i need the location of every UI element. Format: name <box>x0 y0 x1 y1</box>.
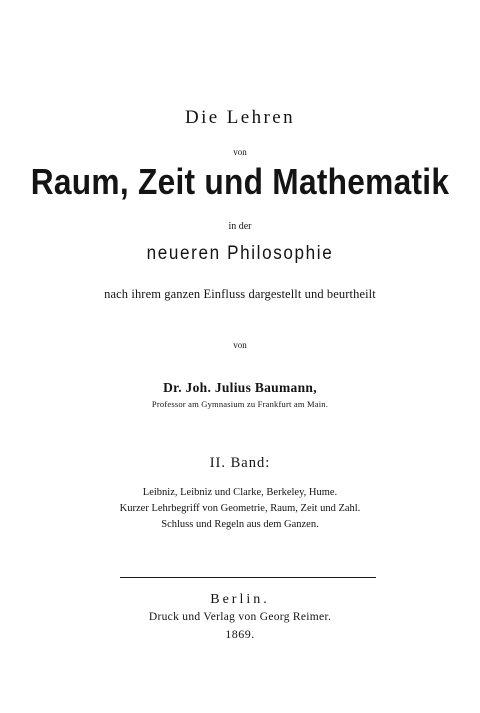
subtitle: nach ihrem ganzen Einfluss dargestellt und beurtheilt <box>104 287 376 301</box>
neueren-philosophie: neueren Philosophie <box>146 243 334 264</box>
city: Berlin. <box>210 592 270 607</box>
divider-rule <box>120 577 376 578</box>
publisher: Druck und Verlag von Georg Reimer. <box>148 611 332 623</box>
year: 1869. <box>225 627 255 641</box>
author-title: Professor am Gymnasium zu Frankfurt am Main. <box>151 399 329 409</box>
volume-label: II. Band: <box>209 455 271 471</box>
von-author-connector: von <box>233 340 247 350</box>
von-connector: von <box>233 147 247 157</box>
in-der-connector: in der <box>228 221 252 232</box>
contents-line: Schluss und Regeln aus dem Ganzen. <box>161 519 319 530</box>
title-line-die-lehren: Die Lehren <box>185 107 295 128</box>
contents-line: Kurzer Lehrbegriff von Geometrie, Raum, Zeit und Zahl. <box>119 503 361 514</box>
main-title: Raum, Zeit und Mathematik <box>30 161 450 202</box>
author-name: Dr. Joh. Julius Baumann, <box>163 380 317 395</box>
contents-line: Leibniz, Leibniz und Clarke, Berkeley, Hume. <box>142 487 338 498</box>
